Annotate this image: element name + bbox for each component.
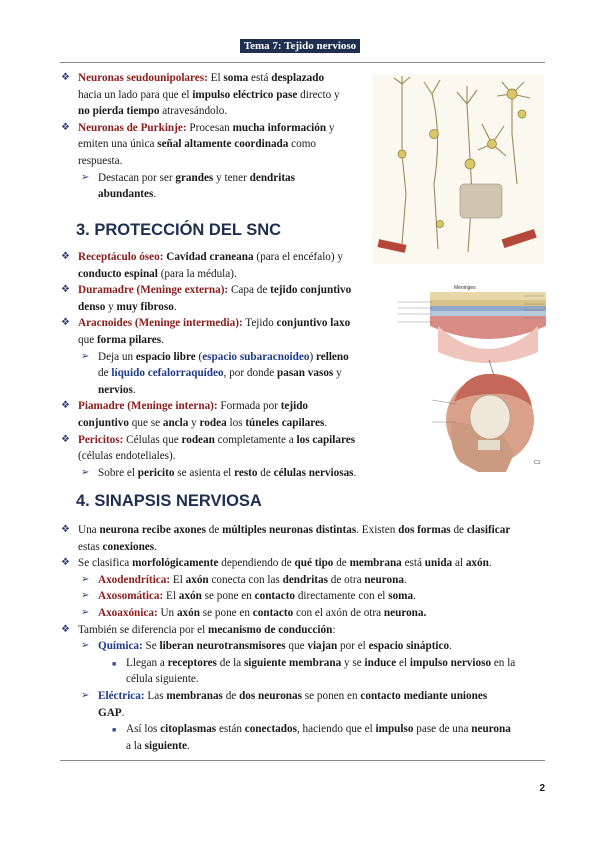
list-item: ❖ Neuronas de Purkinje: Procesan mucha información y emiten una única señal altamente coordinada como respuesta. [61,121,335,167]
footer-rule [60,760,545,761]
arrow-bullet-icon: ➢ [81,350,90,362]
list-item: ❖ Receptáculo óseo: Cavidad craneana (para el encéfalo) y conducto espinal (para la médula). [61,251,344,280]
list-item: ➢ Eléctrica: Las membranas de dos neuronas se ponen en contacto mediante uniones GAP. [81,689,488,719]
arrow-bullet-icon: ➢ [81,640,90,652]
list-item: ➢ Deja un espacio libre (espacio subaracnoideo) relleno de líquido cefalorraquídeo, por donde pasan vasos y nervios. [81,350,349,396]
page-header [0,36,600,54]
meninges-figure-label: Meninges [454,285,476,291]
square-bullet-icon: ■ [112,726,117,735]
diamond-bullet-icon: ❖ [61,72,70,83]
diamond-bullet-icon: ❖ [61,557,70,569]
list-item: ➢ Axosomática: El axón se pone en contacto directamente con el soma. [60,588,550,605]
meninges-illustration [394,282,548,478]
arrow-bullet-icon: ➢ [81,689,90,701]
list-item: ➢ Sobre el pericito se asienta el resto de células nerviosas. [60,465,400,482]
list-item: ➢ Química: Se liberan neurotransmisores que viajan por el espacio sináptico. [60,638,550,655]
list-item: ➢ Axoaxónica: Un axón se pone en contacto con el axón de otra neurona. [60,605,550,622]
diamond-bullet-icon: ❖ [61,400,70,412]
protection-list [60,249,382,481]
list-item: ❖ Una neurona recibe axones de múltiples neuronas distintas. Existen dos formas de clasificar estas conexiones. [61,524,511,553]
arrow-bullet-icon: ➢ [81,573,90,585]
page-title: Tema 7: Tejido nervioso [240,39,360,53]
figure-caption: C1 [534,460,541,466]
list-item: ❖ Se clasifica morfológicamente dependiendo de qué tipo de membrana está unida al axón. [60,555,550,572]
diamond-bullet-icon: ❖ [61,623,70,635]
list-item: ➢ Destacan por ser grandes y tener dendritas abundantes. [81,171,296,201]
section-heading-protection: 3. PROTECCIÓN DEL SNC [76,221,282,239]
diamond-bullet-icon: ❖ [61,433,70,445]
diamond-bullet-icon: ❖ [61,251,70,262]
list-item: ■ Así los citoplasmas están conectados, haciendo que el impulso pase de una neurona a la siguiente. [112,723,511,752]
diamond-bullet-icon: ❖ [61,317,70,329]
header-rule [60,62,545,63]
section-heading-synapse: 4. SINAPSIS NERVIOSA [76,492,262,510]
list-item: ❖ Piamadre (Meninge interna): Formada por tejido conjuntivo que se ancla y rodea los túneles capilares. [61,400,328,429]
neuron-types-illustration [372,74,544,264]
arrow-bullet-icon: ➢ [81,590,90,602]
intro-list [60,70,380,203]
diamond-bullet-icon: ❖ [61,524,70,535]
synapse-list [60,522,550,754]
list-item: ❖ Pericitos: Células que rodean completamente a los capilares (células endoteliales). [61,433,356,463]
list-item: ❖ Aracnoides (Meninge intermedia): Tejido conjuntivo laxo que forma pilares. [61,317,351,346]
arrow-bullet-icon: ➢ [81,171,90,183]
list-item: ❖ También se diferencia por el mecanismo de conducción: [60,622,550,639]
diamond-bullet-icon: ❖ [61,284,70,296]
arrow-bullet-icon: ➢ [81,606,90,618]
list-item: ➢ Axodendrítica: El axón conecta con las dendritas de otra neurona. [60,572,550,589]
diamond-bullet-icon: ❖ [61,121,70,133]
list-item: ❖ Neuronas seudounipolares: El soma está desplazado hacia un lado para que el impulso eléctrico pase directo y no pierda tiempo atravesándolo. [61,72,340,118]
list-item: ■ Llegan a receptores de la siguiente membrana y se induce el impulso nervioso en la célula siguiente. [112,656,516,686]
list-item: ❖ Duramadre (Meninge externa): Capa de tejido conjuntivo denso y muy fibroso. [61,284,352,313]
arrow-bullet-icon: ➢ [81,466,90,478]
page-number: 2 [539,783,545,794]
square-bullet-icon: ■ [112,659,117,668]
